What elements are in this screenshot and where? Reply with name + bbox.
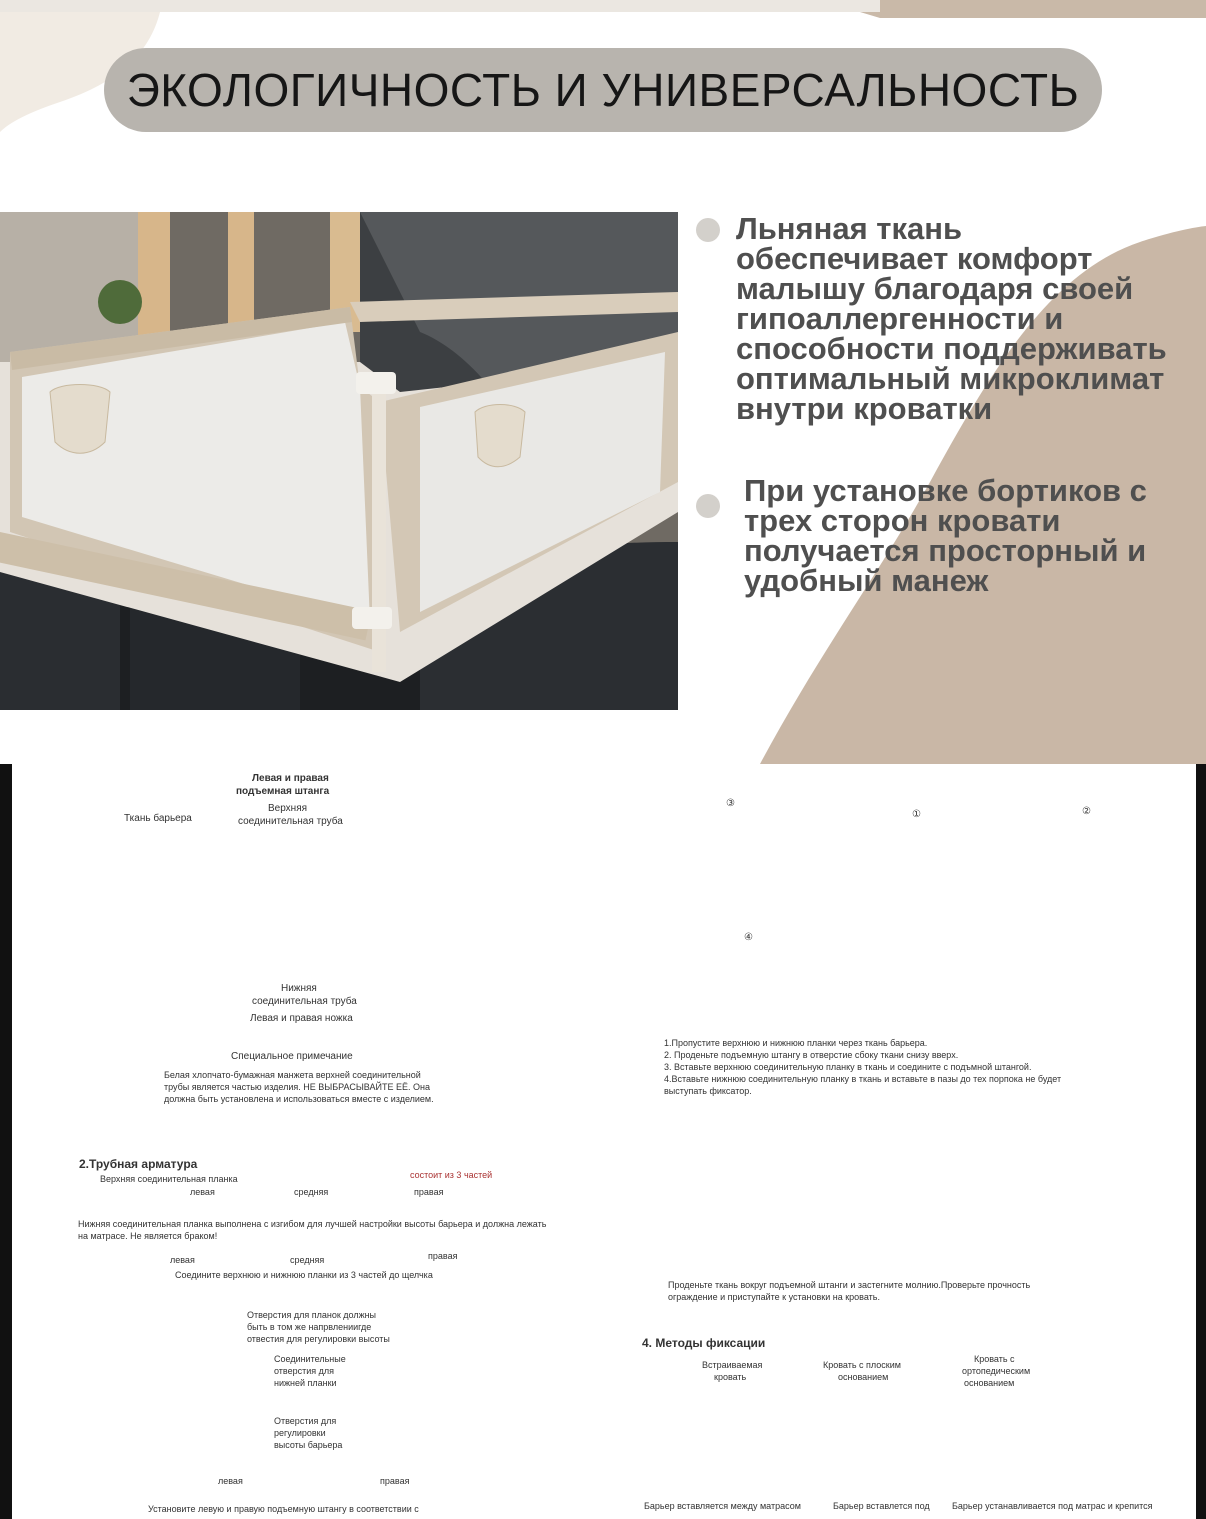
method-3-label: ортопедическим	[962, 1366, 1031, 1376]
bullet-1-line: малышу благодаря своей	[736, 271, 1134, 306]
zip-note: Проденьте ткань вокруг подъемной штанги и застегните молнию.Проверьте прочность	[668, 1280, 1031, 1290]
method-2-caption: Барьер вставлется под	[833, 1501, 930, 1511]
bent-bar-line: на матрасе. Не является браком!	[78, 1231, 218, 1241]
method-2-label: Кровать с плоским	[823, 1360, 901, 1370]
label-left-2: левая	[170, 1255, 195, 1265]
bullet-1-line: гипоаллергенности и	[736, 301, 1064, 336]
label-top-line1: Левая и правая	[252, 773, 329, 784]
lower-holes: Соединительные	[274, 1354, 346, 1364]
holes-note: быть в том же напрвлениигде	[247, 1322, 372, 1332]
bullet-1-line: способности поддерживать	[736, 331, 1167, 366]
label-middle-2: средняя	[290, 1255, 325, 1265]
section2-title: 2.Трубная арматура	[79, 1157, 198, 1171]
step-line: 3. Вставьте верхнюю соединительную планку в ткань и соедините с подъмной штангой.	[664, 1062, 1032, 1072]
method-1-label: Встраиваемая	[702, 1360, 763, 1370]
step-line: 1.Пропустите верхнюю и нижнюю планки через ткань барьера.	[664, 1038, 928, 1048]
label-middle: средняя	[294, 1187, 329, 1197]
bullet-2-line: удобный манеж	[744, 563, 989, 598]
label-three-parts: состоит из 3 частей	[410, 1170, 493, 1180]
label-top-line2: подъемная штанга	[236, 786, 330, 797]
method-2-label: основанием	[838, 1372, 889, 1382]
height-holes: Отверстия для	[274, 1416, 337, 1426]
lower-holes: нижней планки	[274, 1378, 337, 1388]
bent-bar-line: Нижняя соединительная планка выполнена с изгибом для лучшей настройки высоты барьера и должна лежать	[78, 1219, 547, 1229]
note-line: Белая хлопчато-бумажная манжета верхней соединительной	[164, 1070, 421, 1080]
bullet-2-line: трех сторон кровати	[744, 503, 1061, 538]
bullet-1-line: внутри кроватки	[736, 391, 993, 426]
step-line: 2. Проденьте подъемную штангу в отверстие сбоку ткани снизу вверх.	[664, 1050, 959, 1060]
label-upper-tube-2: соединительная труба	[238, 816, 343, 827]
label-right-2: правая	[428, 1251, 458, 1261]
bullet-text-1	[736, 211, 1167, 426]
top-band-accent	[880, 0, 1206, 12]
method-1-caption: Барьер вставляется между матрасом	[644, 1501, 801, 1511]
method-1-label: кровать	[714, 1372, 747, 1382]
connect-note: Соедините верхнюю и нижнюю планки из 3 частей до щелчка	[175, 1270, 433, 1280]
step-marker-1: ①	[912, 809, 921, 820]
bullet-2-line: получается просторный и	[744, 533, 1147, 568]
label-fabric: Ткань барьера	[124, 813, 192, 824]
product-photo	[0, 212, 678, 710]
bottom-note: Установите левую и правую подъемную штангу в соответствии с	[148, 1504, 419, 1514]
holes-note: отвестия для регулировки высоты	[247, 1334, 390, 1344]
step-line: 4.Вставьте нижнюю соединительную планку в ткань и вставьте в пазы до тех порпока не будет	[664, 1074, 1062, 1084]
note-line: должна быть установлена и использоваться вместе с изделием.	[164, 1094, 434, 1104]
label-lower-tube-2: соединительная труба	[252, 996, 357, 1007]
section4-title: 4. Методы фиксации	[642, 1336, 766, 1350]
step-marker-4: ④	[744, 932, 753, 943]
height-holes: регулировки	[274, 1428, 326, 1438]
step-marker-2: ②	[1082, 806, 1091, 817]
label-left-3: левая	[218, 1476, 243, 1486]
lower-holes: отверстия для	[274, 1366, 335, 1376]
method-3-label: Кровать с	[974, 1354, 1015, 1364]
beige-strip-top	[860, 12, 1206, 18]
method-3-caption: Барьер устанавливается под матрас и крепится	[952, 1501, 1153, 1511]
step-marker-3: ③	[726, 798, 735, 809]
step-line: выступать фиксатор.	[664, 1086, 752, 1096]
bullet-1-line: Льняная ткань	[736, 211, 963, 246]
height-holes: высоты барьера	[274, 1440, 343, 1450]
holes-note: Отверстия для планок должны	[247, 1310, 377, 1320]
label-upper-tube-1: Верхняя	[268, 803, 308, 814]
note-line: трубы является частью изделия. НЕ ВЫБРАСЫВАЙТЕ ЕЁ. Она	[164, 1082, 430, 1092]
method-3-label: основанием	[964, 1378, 1015, 1388]
zip-note: ограждение и приступайте к установки на кровать.	[668, 1292, 880, 1302]
label-lower-tube-1: Нижняя	[281, 983, 317, 994]
label-legs: Левая и правая ножка	[250, 1013, 353, 1024]
bullet-dot-1	[696, 218, 720, 242]
title-pill	[104, 48, 1102, 132]
page-title: ЭКОЛОГИЧНОСТЬ И УНИВЕРСАЛЬНОСТЬ	[126, 64, 1080, 116]
manual-drawings	[0, 764, 1206, 1519]
label-left: левая	[190, 1187, 215, 1197]
bullet-1-line: обеспечивает комфорт	[736, 241, 1093, 276]
bullet-dot-2	[696, 494, 720, 518]
bullet-2-line: При установке бортиков с	[744, 473, 1147, 508]
label-right-3: правая	[380, 1476, 410, 1486]
label-right: правая	[414, 1187, 444, 1197]
note-title: Специальное примечание	[231, 1051, 353, 1062]
label-upper-bar: Верхняя соединительная планка	[100, 1174, 238, 1184]
bullet-1-line: оптимальный микроклимат	[736, 361, 1165, 396]
manual-section	[0, 764, 1206, 1519]
bullet-text-2	[744, 473, 1147, 598]
